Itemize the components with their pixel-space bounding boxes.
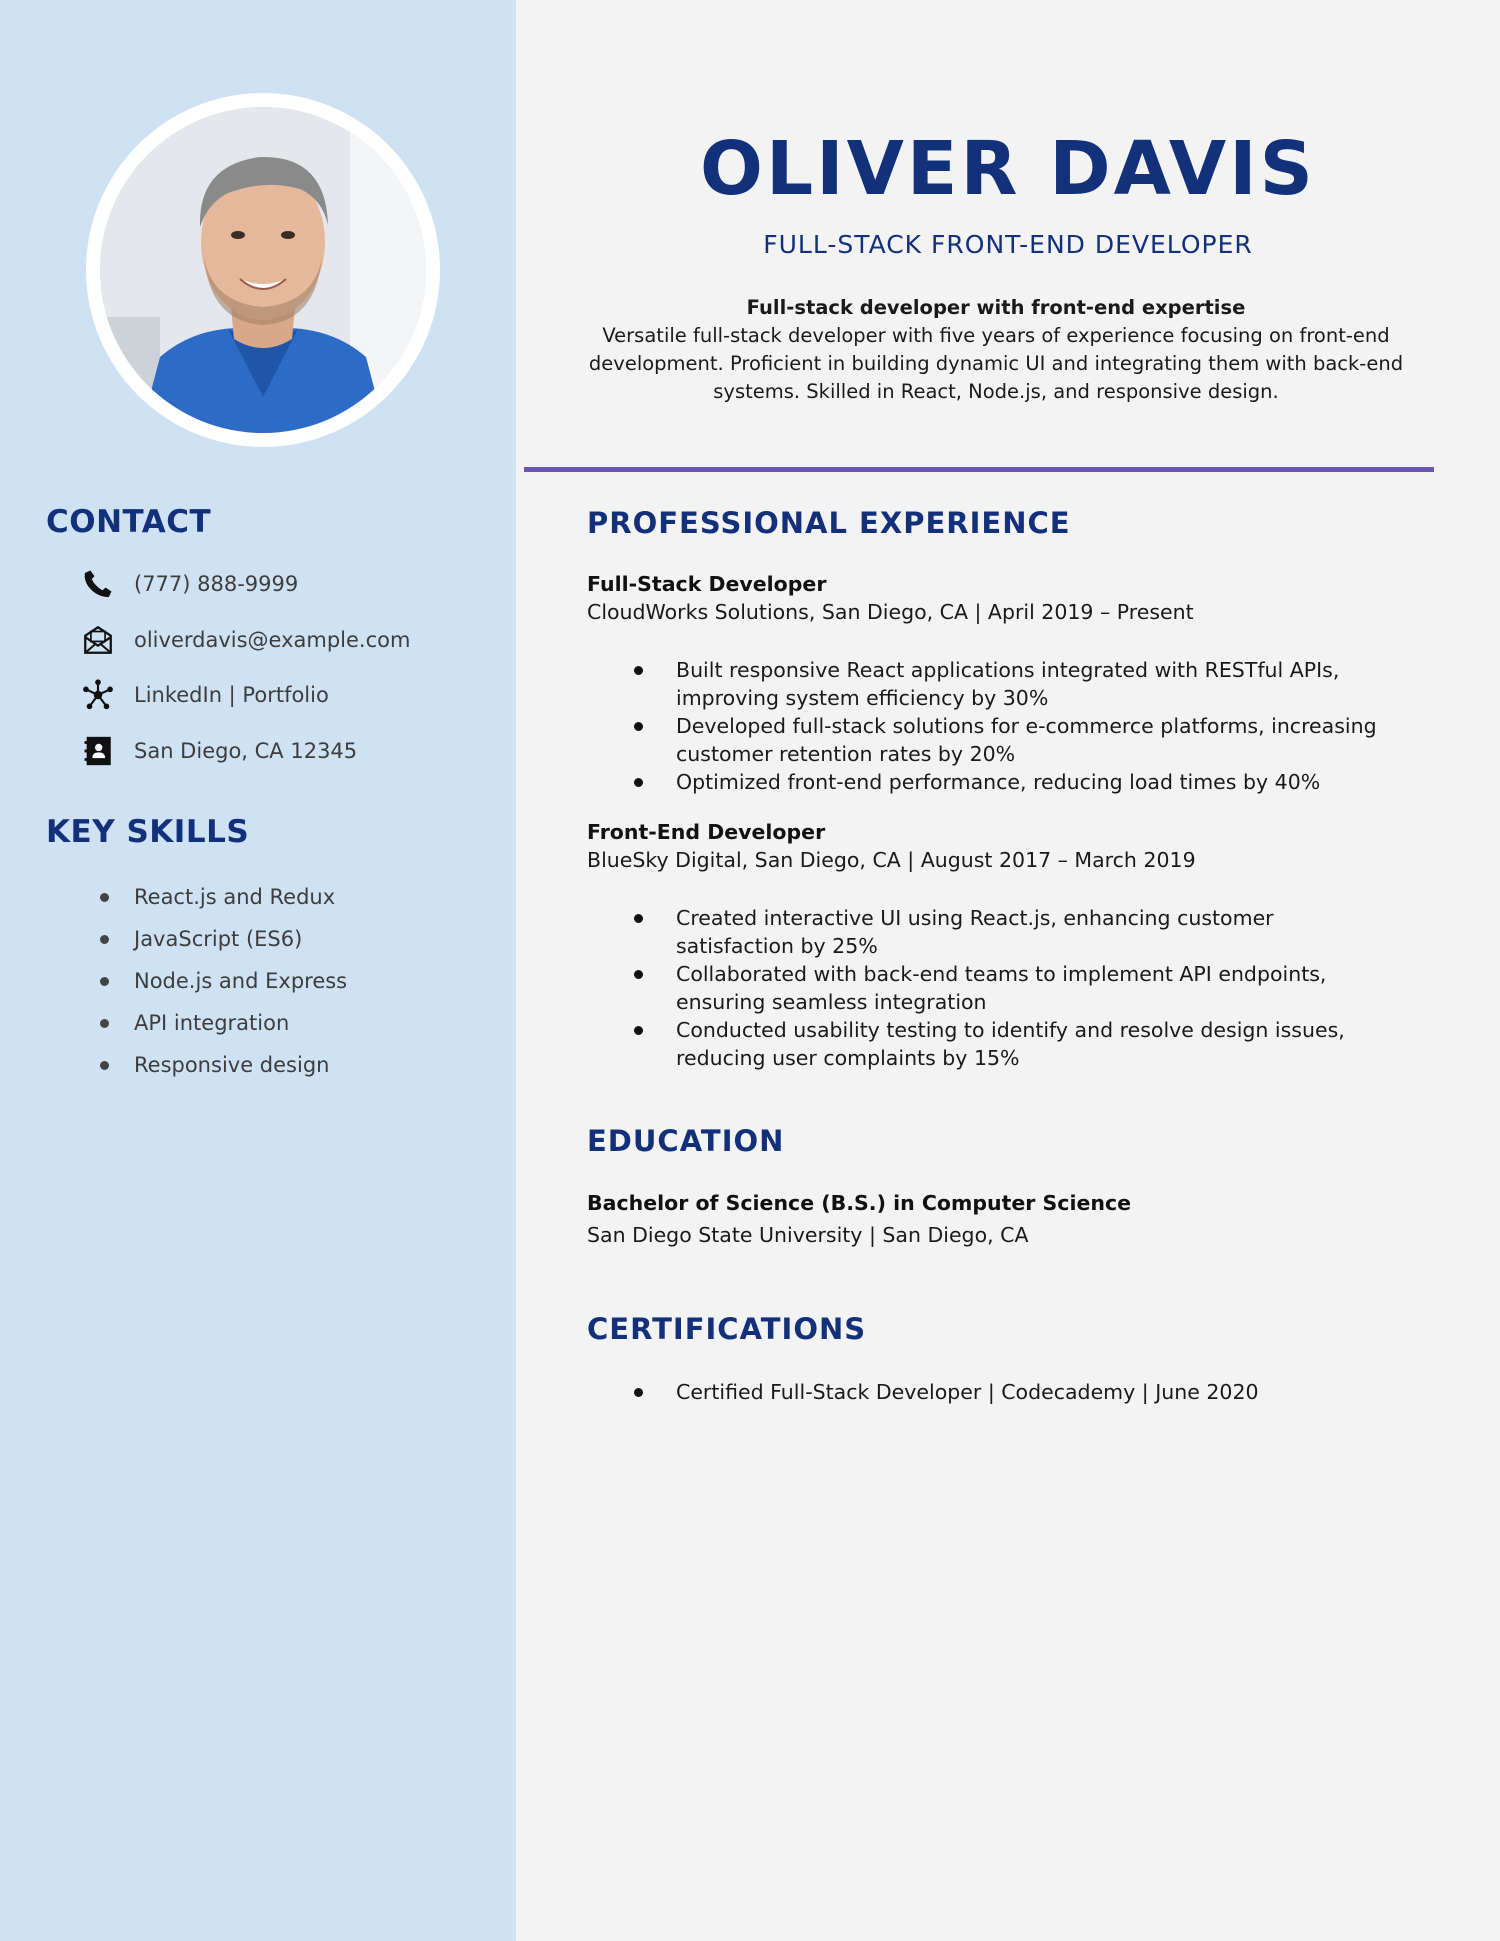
experience-heading: PROFESSIONAL EXPERIENCE bbox=[587, 506, 1071, 540]
list-item bbox=[100, 1002, 347, 1044]
skill-text: React.js and Redux bbox=[134, 885, 336, 909]
list-item: Optimized front-end performance, reducing load times by 40% bbox=[632, 768, 1392, 796]
skill-text: JavaScript (ES6) bbox=[134, 927, 303, 951]
header-divider bbox=[524, 467, 1434, 472]
list-item: Developed full-stack solutions for e-commerce platforms, increasing customer retention rates by 20% bbox=[632, 712, 1392, 768]
contact-links-text[interactable]: LinkedIn | Portfolio bbox=[134, 683, 329, 707]
contact-phone-text: (777) 888-9999 bbox=[134, 572, 299, 596]
skill-text: Responsive design bbox=[134, 1053, 330, 1077]
phone-icon bbox=[78, 564, 118, 604]
certifications-heading: CERTIFICATIONS bbox=[587, 1312, 867, 1346]
candidate-name: OLIVER DAVIS bbox=[700, 126, 1316, 212]
job-1-meta: CloudWorks Solutions, San Diego, CA | April 2019 – Present bbox=[587, 600, 1194, 624]
list-item: Conducted usability testing to identify and resolve design issues, reducing user complaints by 15% bbox=[632, 1016, 1392, 1072]
job-title: FULL-STACK FRONT-END DEVELOPER bbox=[763, 230, 1253, 259]
education-school: San Diego State University | San Diego, CA bbox=[587, 1223, 1029, 1247]
contact-email-text: oliverdavis@example.com bbox=[134, 628, 411, 652]
contact-location bbox=[78, 731, 357, 771]
summary bbox=[576, 294, 1416, 406]
profile-photo-frame bbox=[86, 93, 440, 447]
sidebar bbox=[0, 0, 516, 1941]
bullet-icon bbox=[100, 893, 109, 902]
contact-card-icon bbox=[78, 731, 118, 771]
education-heading: EDUCATION bbox=[587, 1124, 785, 1158]
list-item: Created interactive UI using React.js, enhancing customer satisfaction by 25% bbox=[632, 904, 1392, 960]
list-item bbox=[100, 876, 347, 918]
summary-title: Full-stack developer with front-end expertise bbox=[746, 296, 1246, 319]
contact-email bbox=[78, 620, 410, 660]
bullet-icon bbox=[100, 977, 109, 986]
job-2-bullets bbox=[632, 904, 1392, 1072]
list-item bbox=[100, 1044, 347, 1086]
main-content bbox=[516, 0, 1500, 1941]
contact-heading: CONTACT bbox=[46, 504, 212, 540]
summary-text: Versatile full-stack developer with five years of experience focusing on front-end development. Proficient in building dynamic UI and integrating them with back-end systems. Skilled in React, Node.js, and responsive design. bbox=[588, 324, 1404, 403]
skills-list bbox=[100, 876, 347, 1086]
list-item: Built responsive React applications integrated with RESTful APIs, improving system efficiency by 30% bbox=[632, 656, 1392, 712]
contact-phone bbox=[78, 564, 298, 604]
key-skills-heading: KEY SKILLS bbox=[46, 814, 250, 850]
list-item bbox=[100, 960, 347, 1002]
contact-links bbox=[78, 675, 329, 715]
list-item: Collaborated with back-end teams to implement API endpoints, ensuring seamless integration bbox=[632, 960, 1392, 1016]
mail-icon bbox=[78, 620, 118, 660]
certifications-list bbox=[632, 1378, 1392, 1406]
list-item bbox=[100, 918, 347, 960]
contact-location-text: San Diego, CA 12345 bbox=[134, 739, 358, 763]
profile-photo bbox=[100, 107, 426, 433]
bullet-icon bbox=[100, 1061, 109, 1070]
job-1-title: Full-Stack Developer bbox=[587, 572, 827, 596]
network-icon bbox=[78, 675, 118, 715]
list-item: Certified Full-Stack Developer | Codecademy | June 2020 bbox=[632, 1378, 1392, 1406]
education-degree: Bachelor of Science (B.S.) in Computer Science bbox=[587, 1191, 1132, 1215]
skill-text: API integration bbox=[134, 1011, 290, 1035]
bullet-icon bbox=[100, 1019, 109, 1028]
bullet-icon bbox=[100, 935, 109, 944]
skill-text: Node.js and Express bbox=[134, 969, 348, 993]
job-1-bullets bbox=[632, 656, 1392, 796]
job-2-meta: BlueSky Digital, San Diego, CA | August 2017 – March 2019 bbox=[587, 848, 1196, 872]
job-2-title: Front-End Developer bbox=[587, 820, 826, 844]
profile-photo-illustration bbox=[100, 107, 426, 433]
